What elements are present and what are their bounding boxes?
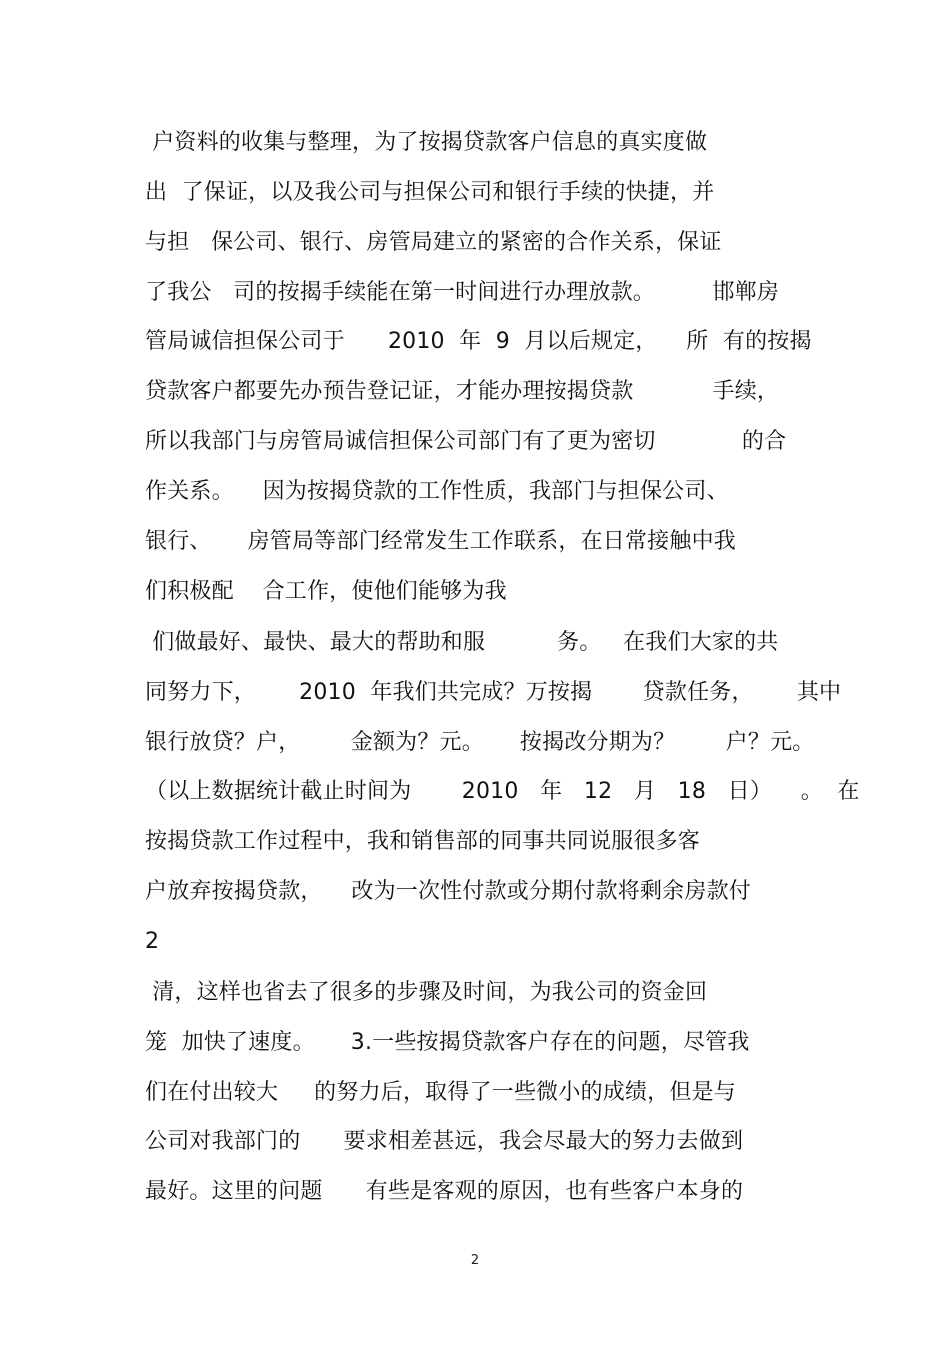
text-line-11: 们做最好、最快、最大的帮助和服 务。 在我们大家的共 <box>145 630 779 655</box>
text-line-3: 与担 保公司、银行、房管局建立的紧密的合作关系，保证 <box>145 230 722 255</box>
text-line-19: 笼 加快了速度。 3.一些按揭贷款客户存在的问题，尽管我 <box>145 1030 750 1055</box>
text-line-17: 2 <box>145 929 160 954</box>
text-line-15: 按揭贷款工作过程中，我和销售部的同事共同说服很多客 <box>145 829 701 854</box>
text-line-13: 银行放贷？户， 金额为？元。 按揭改分期为？ 户？元。 <box>145 730 815 755</box>
text-line-2: 出 了保证，以及我公司与担保公司和银行手续的快捷，并 <box>145 180 715 205</box>
text-line-22: 最好。这里的问题 有些是客观的原因，也有些客户本身的 <box>145 1179 744 1204</box>
text-line-21: 公司对我部门的 要求相差甚远，我会尽最大的努力去做到 <box>145 1129 744 1154</box>
text-line-9: 银行、 房管局等部门经常发生工作联系，在日常接触中我 <box>145 529 736 554</box>
text-line-8: 作关系。 因为按揭贷款的工作性质，我部门与担保公司、 <box>145 479 729 504</box>
page-number: 2 <box>470 1253 480 1268</box>
text-line-10: 们积极配 合工作，使他们能够为我 <box>145 579 507 604</box>
text-line-14: （以上数据统计截止时间为 2010 年 12 月 18 日） 。 在 <box>145 779 860 804</box>
text-line-7: 所以我部门与房管局诚信担保公司部门有了更为密切 的合 <box>145 429 787 454</box>
text-line-18: 清，这样也省去了很多的步骤及时间，为我公司的资金回 <box>145 980 708 1005</box>
text-line-6: 贷款客户都要先办预告登记证，才能办理按揭贷款 手续， <box>145 379 780 404</box>
text-line-16: 户放弃按揭贷款， 改为一次性付款或分期付款将剩余房款付 <box>145 879 751 904</box>
text-line-1: 户资料的收集与整理，为了按揭贷款客户信息的真实度做 <box>145 130 708 155</box>
text-line-12: 同努力下， 2010 年我们共完成？万按揭 贷款任务， 其中 <box>145 680 842 705</box>
text-line-20: 们在付出较大 的努力后，取得了一些微小的成绩，但是与 <box>145 1080 736 1105</box>
text-line-4: 了我公 司的按揭手续能在第一时间进行办理放款。 邯郸房 <box>145 280 780 305</box>
text-line-5: 管局诚信担保公司于 2010 年 9 月以后规定， 所 有的按揭 <box>145 329 812 354</box>
